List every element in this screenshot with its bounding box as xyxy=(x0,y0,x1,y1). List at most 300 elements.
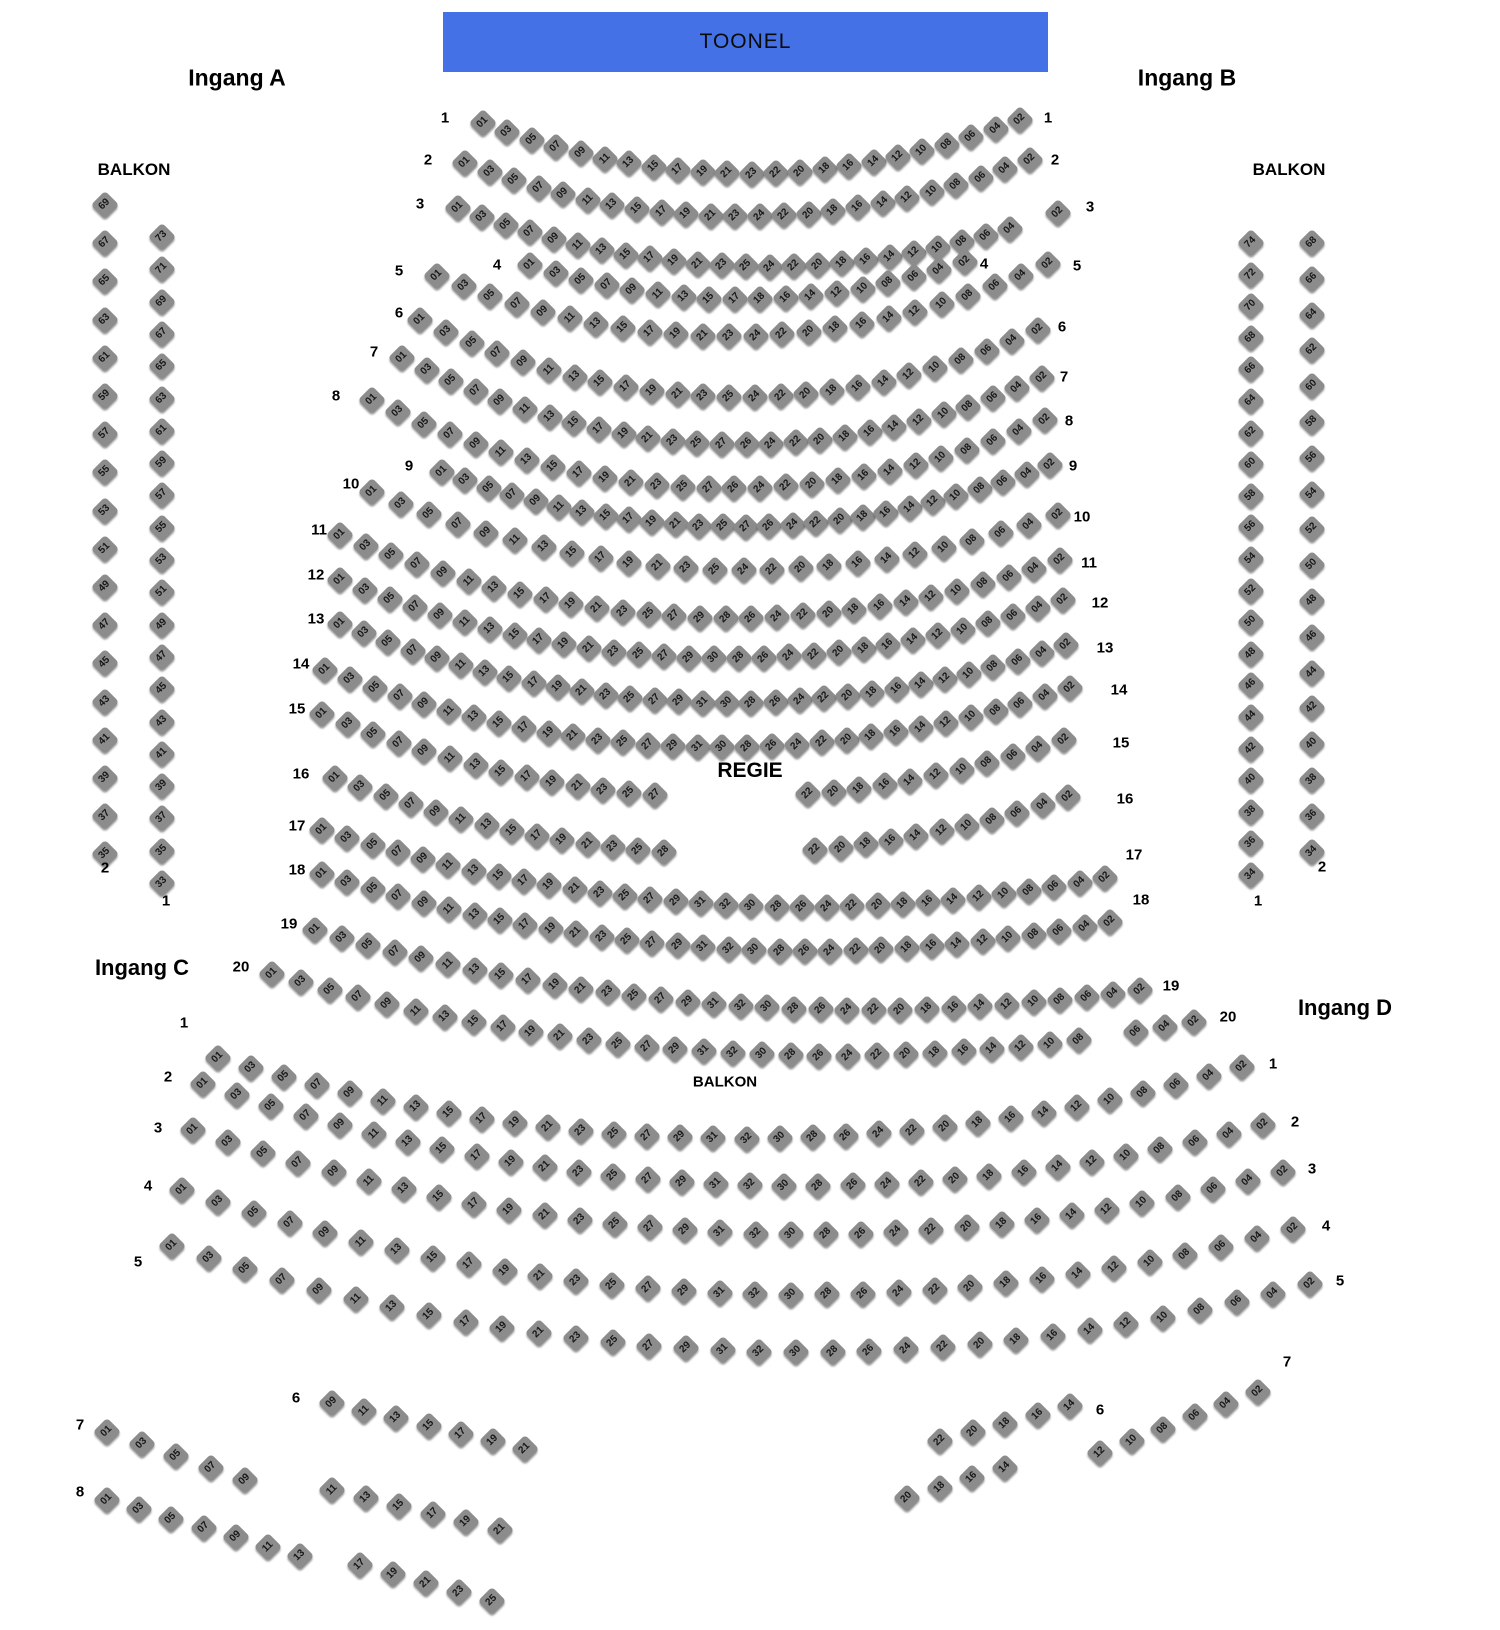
seat-balkon-right-col1-60[interactable] xyxy=(1237,450,1265,478)
seat-main15-25[interactable] xyxy=(615,779,643,807)
seat-main11-26[interactable] xyxy=(737,604,765,632)
seat-main3-24[interactable] xyxy=(756,252,784,280)
seat-main10-20[interactable] xyxy=(787,554,815,582)
seat-balkon4-31[interactable] xyxy=(705,1279,733,1307)
seat-main16-10[interactable] xyxy=(953,812,981,840)
seat-balkon3-11[interactable] xyxy=(355,1167,383,1195)
seat-balkon7-17[interactable] xyxy=(419,1500,447,1528)
seat-main18-10[interactable] xyxy=(994,924,1022,952)
seat-main15-10[interactable] xyxy=(947,756,975,784)
seat-main9-02[interactable] xyxy=(1036,451,1064,479)
seat-main8-27[interactable] xyxy=(694,474,722,502)
seat-main3-07[interactable] xyxy=(516,218,544,246)
seat-balkon-left-col1-71[interactable] xyxy=(148,255,176,283)
seat-main8-26[interactable] xyxy=(720,474,748,502)
seat-main11-06[interactable] xyxy=(994,563,1022,591)
seat-main20-04[interactable] xyxy=(1151,1013,1179,1041)
seat-balkon2-17[interactable] xyxy=(462,1142,490,1170)
seat-main19-22[interactable] xyxy=(860,996,888,1024)
seat-balkon7-19[interactable] xyxy=(452,1508,480,1536)
seat-main6-01[interactable] xyxy=(406,306,434,334)
seat-main11-24[interactable] xyxy=(763,603,791,631)
seat-balkon4-25[interactable] xyxy=(598,1271,626,1299)
seat-main17-32[interactable] xyxy=(712,891,740,919)
seat-main10-23[interactable] xyxy=(672,554,700,582)
seat-main13-29[interactable] xyxy=(665,687,693,715)
seat-balkon-right-col1-56[interactable] xyxy=(1237,513,1265,541)
seat-main20-32[interactable] xyxy=(719,1039,747,1067)
seat-main6-23[interactable] xyxy=(689,382,717,410)
seat-main19-05[interactable] xyxy=(354,931,382,959)
seat-main18-32[interactable] xyxy=(715,935,743,963)
seat-balkon-left-col1-65[interactable] xyxy=(148,352,176,380)
seat-balkon7-11[interactable] xyxy=(318,1476,346,1504)
seat-balkon5-08[interactable] xyxy=(1186,1296,1214,1324)
seat-main14-17[interactable] xyxy=(510,714,538,742)
seat-main2-14[interactable] xyxy=(868,189,896,217)
seat-balkon1-11[interactable] xyxy=(369,1086,397,1114)
seat-balkon5-15[interactable] xyxy=(415,1301,443,1329)
seat-main7-09[interactable] xyxy=(486,386,514,414)
seat-main20-12[interactable] xyxy=(1007,1032,1035,1060)
seat-main12-17[interactable] xyxy=(525,626,553,654)
seat-balkon-right-col1-66[interactable] xyxy=(1237,355,1265,383)
seat-balkon5-26[interactable] xyxy=(855,1337,883,1365)
seat-main9-18[interactable] xyxy=(849,502,877,530)
seat-balkon-right-col1-52[interactable] xyxy=(1237,576,1265,604)
seat-main16-08[interactable] xyxy=(978,805,1006,833)
seat-main18-20[interactable] xyxy=(867,935,895,963)
seat-main2-04[interactable] xyxy=(991,155,1019,183)
seat-main15-19[interactable] xyxy=(538,768,566,796)
seat-main15-08[interactable] xyxy=(973,749,1001,777)
seat-balkon3-31[interactable] xyxy=(706,1218,734,1246)
seat-main4-13[interactable] xyxy=(669,283,697,311)
seat-balkon5-29[interactable] xyxy=(672,1334,700,1362)
seat-balkon-right-col1-36[interactable] xyxy=(1237,829,1265,857)
seat-main5-19[interactable] xyxy=(662,320,690,348)
seat-main16-15[interactable] xyxy=(498,817,526,845)
seat-main7-27[interactable] xyxy=(708,430,736,458)
seat-main14-23[interactable] xyxy=(584,726,612,754)
seat-main11-08[interactable] xyxy=(969,570,997,598)
seat-main11-01[interactable] xyxy=(326,521,354,549)
seat-balkon3-28[interactable] xyxy=(812,1220,840,1248)
seat-balkon5-04[interactable] xyxy=(1259,1279,1287,1307)
seat-main17-12[interactable] xyxy=(965,883,993,911)
seat-main4-16[interactable] xyxy=(772,284,800,312)
seat-main5-13[interactable] xyxy=(582,310,610,338)
seat-balkon6-17[interactable] xyxy=(447,1420,475,1448)
seat-balkon5-07[interactable] xyxy=(268,1266,296,1294)
seat-main3-11[interactable] xyxy=(564,231,592,259)
seat-main3-14[interactable] xyxy=(876,243,904,271)
seat-main19-29[interactable] xyxy=(673,988,701,1016)
seat-main3-01[interactable] xyxy=(444,194,472,222)
seat-main14-22[interactable] xyxy=(808,728,836,756)
seat-balkon5-13[interactable] xyxy=(378,1293,406,1321)
seat-balkon1-19[interactable] xyxy=(501,1109,529,1137)
seat-main7-03[interactable] xyxy=(412,356,440,384)
seat-balkon4-12[interactable] xyxy=(1100,1254,1128,1282)
seat-balkon-left-col1-73[interactable] xyxy=(148,223,176,251)
seat-balkon7-09[interactable] xyxy=(231,1466,259,1494)
seat-main16-18[interactable] xyxy=(852,830,880,858)
seat-main13-12[interactable] xyxy=(931,665,959,693)
seat-balkon4-30[interactable] xyxy=(777,1280,805,1308)
seat-balkon-left-col2-57[interactable] xyxy=(91,420,119,448)
seat-main16-07[interactable] xyxy=(397,790,425,818)
seat-main19-31[interactable] xyxy=(700,990,728,1018)
seat-main18-05[interactable] xyxy=(359,875,387,903)
seat-balkon3-32[interactable] xyxy=(741,1219,769,1247)
seat-main9-22[interactable] xyxy=(802,508,830,536)
seat-main5-18[interactable] xyxy=(821,314,849,342)
seat-main12-13[interactable] xyxy=(475,615,503,643)
seat-balkon-left-col1-47[interactable] xyxy=(148,643,176,671)
seat-main16-03[interactable] xyxy=(346,773,374,801)
seat-balkon-right-col1-38[interactable] xyxy=(1237,798,1265,826)
seat-main10-04[interactable] xyxy=(1015,510,1043,538)
seat-main18-22[interactable] xyxy=(842,936,870,964)
seat-main7-22[interactable] xyxy=(782,428,810,456)
seat-balkon3-13[interactable] xyxy=(390,1175,418,1203)
seat-main9-20[interactable] xyxy=(825,506,853,534)
seat-main16-01[interactable] xyxy=(321,764,349,792)
seat-main13-06[interactable] xyxy=(1003,646,1031,674)
seat-balkon2-07[interactable] xyxy=(291,1102,319,1130)
seat-main2-09[interactable] xyxy=(549,180,577,208)
seat-main6-02[interactable] xyxy=(1024,316,1052,344)
seat-balkon4-11[interactable] xyxy=(347,1228,375,1256)
seat-main20-17[interactable] xyxy=(488,1013,516,1041)
seat-balkon-right-col2-40[interactable] xyxy=(1298,730,1326,758)
seat-main17-30[interactable] xyxy=(737,892,765,920)
seat-main1-23[interactable] xyxy=(737,159,765,187)
seat-main5-12[interactable] xyxy=(901,297,929,325)
seat-main19-02[interactable] xyxy=(1126,976,1154,1004)
seat-main17-25[interactable] xyxy=(611,882,639,910)
seat-main18-19[interactable] xyxy=(537,915,565,943)
seat-balkon-left-col1-63[interactable] xyxy=(148,384,176,412)
seat-main1-22[interactable] xyxy=(762,159,790,187)
seat-balkon-left-col1-57[interactable] xyxy=(148,481,176,509)
seat-main11-02[interactable] xyxy=(1046,546,1074,574)
seat-main18-01[interactable] xyxy=(308,860,336,888)
seat-main10-19[interactable] xyxy=(615,548,643,576)
seat-main18-04[interactable] xyxy=(1070,913,1098,941)
seat-balkon2-21[interactable] xyxy=(531,1153,559,1181)
seat-main17-17[interactable] xyxy=(510,867,538,895)
seat-main9-06[interactable] xyxy=(989,468,1017,496)
seat-main16-21[interactable] xyxy=(574,830,602,858)
seat-main1-20[interactable] xyxy=(786,157,814,185)
seat-main13-10[interactable] xyxy=(955,659,983,687)
seat-main13-17[interactable] xyxy=(519,669,547,697)
seat-balkon3-06[interactable] xyxy=(1199,1175,1227,1203)
seat-main1-15[interactable] xyxy=(640,153,668,181)
seat-balkon7-02[interactable] xyxy=(1244,1378,1272,1406)
seat-balkon1-31[interactable] xyxy=(699,1124,727,1152)
seat-main2-18[interactable] xyxy=(819,197,847,225)
seat-main17-14[interactable] xyxy=(939,886,967,914)
seat-main4-01[interactable] xyxy=(516,251,544,279)
seat-main7-06[interactable] xyxy=(979,384,1007,412)
seat-main14-04[interactable] xyxy=(1031,682,1059,710)
seat-main7-02[interactable] xyxy=(1028,364,1056,392)
seat-main19-27[interactable] xyxy=(647,985,675,1013)
seat-balkon7-15[interactable] xyxy=(385,1492,413,1520)
seat-main18-18[interactable] xyxy=(892,934,920,962)
seat-main10-08[interactable] xyxy=(958,527,986,555)
seat-balkon-left-col1-43[interactable] xyxy=(148,707,176,735)
seat-balkon-right-col2-68[interactable] xyxy=(1298,229,1326,257)
seat-main9-11[interactable] xyxy=(545,493,573,521)
seat-balkon2-31[interactable] xyxy=(702,1170,730,1198)
seat-balkon4-18[interactable] xyxy=(992,1269,1020,1297)
seat-main20-08[interactable] xyxy=(1065,1026,1093,1054)
seat-main11-23[interactable] xyxy=(609,597,637,625)
seat-balkon4-26[interactable] xyxy=(849,1279,877,1307)
seat-main2-05[interactable] xyxy=(500,166,528,194)
seat-main11-20[interactable] xyxy=(814,599,842,627)
seat-balkon4-14[interactable] xyxy=(1064,1260,1092,1288)
seat-balkon5-09[interactable] xyxy=(305,1275,333,1303)
seat-balkon-right-col1-64[interactable] xyxy=(1237,387,1265,415)
seat-balkon-right-col1-48[interactable] xyxy=(1237,640,1265,668)
seat-main16-09[interactable] xyxy=(422,798,450,826)
seat-balkon5-30[interactable] xyxy=(782,1338,810,1366)
seat-main10-17[interactable] xyxy=(587,544,615,572)
seat-main11-07[interactable] xyxy=(403,550,431,578)
seat-balkon3-03[interactable] xyxy=(214,1127,242,1155)
seat-balkon-right-col2-48[interactable] xyxy=(1298,587,1326,615)
seat-main7-23[interactable] xyxy=(659,427,687,455)
seat-main14-25[interactable] xyxy=(609,728,637,756)
seat-main10-25[interactable] xyxy=(701,555,729,583)
seat-balkon1-16[interactable] xyxy=(997,1104,1025,1132)
seat-main16-12[interactable] xyxy=(927,817,955,845)
seat-main19-10[interactable] xyxy=(1019,988,1047,1016)
seat-balkon2-12[interactable] xyxy=(1078,1148,1106,1176)
seat-balkon-right-col2-46[interactable] xyxy=(1298,623,1326,651)
seat-main8-21[interactable] xyxy=(617,467,645,495)
seat-balkon2-28[interactable] xyxy=(804,1172,832,1200)
seat-main10-16[interactable] xyxy=(844,549,872,577)
seat-balkon5-27[interactable] xyxy=(635,1332,663,1360)
seat-main6-08[interactable] xyxy=(947,346,975,374)
seat-balkon4-21[interactable] xyxy=(526,1262,554,1290)
seat-main6-09[interactable] xyxy=(509,348,537,376)
seat-balkon-right-col1-46[interactable] xyxy=(1237,671,1265,699)
seat-main16-20[interactable] xyxy=(826,833,854,861)
seat-main6-19[interactable] xyxy=(638,377,666,405)
seat-main14-21[interactable] xyxy=(559,722,587,750)
seat-main3-04[interactable] xyxy=(996,215,1024,243)
seat-main4-06[interactable] xyxy=(900,263,928,291)
seat-balkon1-12[interactable] xyxy=(1063,1093,1091,1121)
seat-balkon1-07[interactable] xyxy=(303,1071,331,1099)
seat-balkon1-18[interactable] xyxy=(964,1109,992,1137)
seat-main19-23[interactable] xyxy=(594,978,622,1006)
seat-main16-17[interactable] xyxy=(523,822,551,850)
seat-balkon4-29[interactable] xyxy=(670,1277,698,1305)
seat-balkon2-02[interactable] xyxy=(1249,1111,1277,1139)
seat-balkon1-03[interactable] xyxy=(237,1054,265,1082)
seat-main7-17[interactable] xyxy=(585,415,613,443)
seat-main8-24[interactable] xyxy=(746,474,774,502)
seat-main1-21[interactable] xyxy=(713,159,741,187)
seat-main11-12[interactable] xyxy=(917,582,945,610)
seat-balkon2-11[interactable] xyxy=(360,1120,388,1148)
seat-main1-01[interactable] xyxy=(469,109,497,137)
seat-main12-21[interactable] xyxy=(575,634,603,662)
seat-balkon1-26[interactable] xyxy=(831,1121,859,1149)
seat-main11-25[interactable] xyxy=(634,600,662,628)
seat-balkon6-11[interactable] xyxy=(350,1397,378,1425)
seat-balkon5-24[interactable] xyxy=(892,1335,920,1363)
seat-main17-04[interactable] xyxy=(1066,869,1094,897)
seat-main6-15[interactable] xyxy=(586,368,614,396)
seat-balkon3-23[interactable] xyxy=(566,1206,594,1234)
seat-main10-22[interactable] xyxy=(758,555,786,583)
seat-balkon4-28[interactable] xyxy=(813,1280,841,1308)
seat-main3-13[interactable] xyxy=(588,236,616,264)
seat-main11-14[interactable] xyxy=(892,588,920,616)
seat-main5-06[interactable] xyxy=(981,272,1009,300)
seat-balkon-right-col1-58[interactable] xyxy=(1237,482,1265,510)
seat-main10-06[interactable] xyxy=(987,519,1015,547)
seat-main5-10[interactable] xyxy=(928,290,956,318)
seat-balkon-right-col2-52[interactable] xyxy=(1298,515,1326,543)
seat-main20-22[interactable] xyxy=(863,1041,891,1069)
seat-balkon7-03[interactable] xyxy=(127,1430,155,1458)
seat-balkon3-24[interactable] xyxy=(882,1218,910,1246)
seat-balkon3-12[interactable] xyxy=(1093,1195,1121,1223)
seat-balkon2-20[interactable] xyxy=(941,1165,969,1193)
seat-main15-05[interactable] xyxy=(359,720,387,748)
seat-main6-12[interactable] xyxy=(895,361,923,389)
seat-main15-15[interactable] xyxy=(487,757,515,785)
seat-balkon-right-col1-42[interactable] xyxy=(1237,734,1265,762)
seat-main19-07[interactable] xyxy=(381,937,409,965)
seat-main4-15[interactable] xyxy=(695,284,723,312)
seat-main10-15[interactable] xyxy=(558,539,586,567)
seat-main12-18[interactable] xyxy=(849,635,877,663)
seat-balkon3-09[interactable] xyxy=(319,1158,347,1186)
seat-main14-01[interactable] xyxy=(311,656,339,684)
seat-main8-22[interactable] xyxy=(772,472,800,500)
seat-balkon8-03[interactable] xyxy=(125,1495,153,1523)
seat-main13-09[interactable] xyxy=(423,644,451,672)
seat-main15-20[interactable] xyxy=(820,778,848,806)
seat-balkon5-19[interactable] xyxy=(488,1314,516,1342)
seat-main19-09[interactable] xyxy=(407,944,435,972)
seat-main20-10[interactable] xyxy=(1036,1029,1064,1057)
seat-main12-26[interactable] xyxy=(750,644,778,672)
seat-main2-02[interactable] xyxy=(1016,146,1044,174)
seat-main20-29[interactable] xyxy=(661,1035,689,1063)
seat-main19-11[interactable] xyxy=(434,950,462,978)
seat-main4-09[interactable] xyxy=(618,276,646,304)
seat-main18-15[interactable] xyxy=(486,906,514,934)
seat-main3-03[interactable] xyxy=(468,203,496,231)
seat-balkon6-22[interactable] xyxy=(926,1427,954,1455)
seat-main8-08[interactable] xyxy=(953,435,981,463)
seat-main5-14[interactable] xyxy=(874,304,902,332)
seat-main14-26[interactable] xyxy=(758,732,786,760)
seat-balkon-left-col2-69[interactable] xyxy=(91,191,119,219)
seat-balkon5-12[interactable] xyxy=(1112,1310,1140,1338)
seat-main5-09[interactable] xyxy=(529,298,557,326)
seat-main15-27[interactable] xyxy=(640,781,668,809)
seat-main7-11[interactable] xyxy=(511,395,539,423)
seat-main3-15[interactable] xyxy=(612,240,640,268)
seat-main3-25[interactable] xyxy=(732,252,760,280)
seat-main4-10[interactable] xyxy=(848,274,876,302)
seat-balkon3-07[interactable] xyxy=(284,1149,312,1177)
seat-balkon3-14[interactable] xyxy=(1058,1201,1086,1229)
seat-balkon1-32[interactable] xyxy=(732,1124,760,1152)
seat-main4-04[interactable] xyxy=(925,256,953,284)
seat-main1-05[interactable] xyxy=(518,126,546,154)
seat-main18-16[interactable] xyxy=(918,932,946,960)
seat-balkon4-03[interactable] xyxy=(204,1188,232,1216)
seat-main18-17[interactable] xyxy=(511,911,539,939)
seat-main12-19[interactable] xyxy=(550,630,578,658)
seat-balkon-right-col2-54[interactable] xyxy=(1298,479,1326,507)
seat-main6-10[interactable] xyxy=(921,354,949,382)
seat-main15-13[interactable] xyxy=(461,751,489,779)
seat-main12-30[interactable] xyxy=(700,644,728,672)
seat-balkon1-28[interactable] xyxy=(798,1123,826,1151)
seat-balkon2-23[interactable] xyxy=(565,1158,593,1186)
seat-balkon4-09[interactable] xyxy=(311,1219,339,1247)
seat-main12-28[interactable] xyxy=(725,644,753,672)
seat-main13-08[interactable] xyxy=(979,653,1007,681)
seat-main14-03[interactable] xyxy=(336,665,364,693)
seat-main13-23[interactable] xyxy=(592,681,620,709)
seat-balkon5-23[interactable] xyxy=(562,1324,590,1352)
seat-main11-09[interactable] xyxy=(429,559,457,587)
seat-main9-10[interactable] xyxy=(942,482,970,510)
seat-balkon7-12[interactable] xyxy=(1086,1439,1114,1467)
seat-main11-13[interactable] xyxy=(480,573,508,601)
seat-main10-05[interactable] xyxy=(415,500,443,528)
seat-main8-23[interactable] xyxy=(643,470,671,498)
seat-main17-21[interactable] xyxy=(560,875,588,903)
seat-main5-15[interactable] xyxy=(609,314,637,342)
seat-main12-16[interactable] xyxy=(874,631,902,659)
seat-main14-30[interactable] xyxy=(708,733,736,761)
seat-main5-20[interactable] xyxy=(795,317,823,345)
seat-main17-01[interactable] xyxy=(308,816,336,844)
seat-main18-02[interactable] xyxy=(1096,908,1124,936)
seat-balkon5-10[interactable] xyxy=(1149,1304,1177,1332)
seat-balkon-right-col2-58[interactable] xyxy=(1298,408,1326,436)
seat-main14-07[interactable] xyxy=(385,682,413,710)
seat-main15-03[interactable] xyxy=(333,710,361,738)
seat-main15-12[interactable] xyxy=(922,761,950,789)
seat-main7-20[interactable] xyxy=(806,426,834,454)
seat-balkon-right-col1-44[interactable] xyxy=(1237,703,1265,731)
seat-balkon-left-col2-37[interactable] xyxy=(91,802,119,830)
seat-main19-13[interactable] xyxy=(461,956,489,984)
seat-main7-05[interactable] xyxy=(437,367,465,395)
seat-main4-17[interactable] xyxy=(721,285,749,313)
seat-main18-03[interactable] xyxy=(333,868,361,896)
seat-main20-19[interactable] xyxy=(517,1018,545,1046)
